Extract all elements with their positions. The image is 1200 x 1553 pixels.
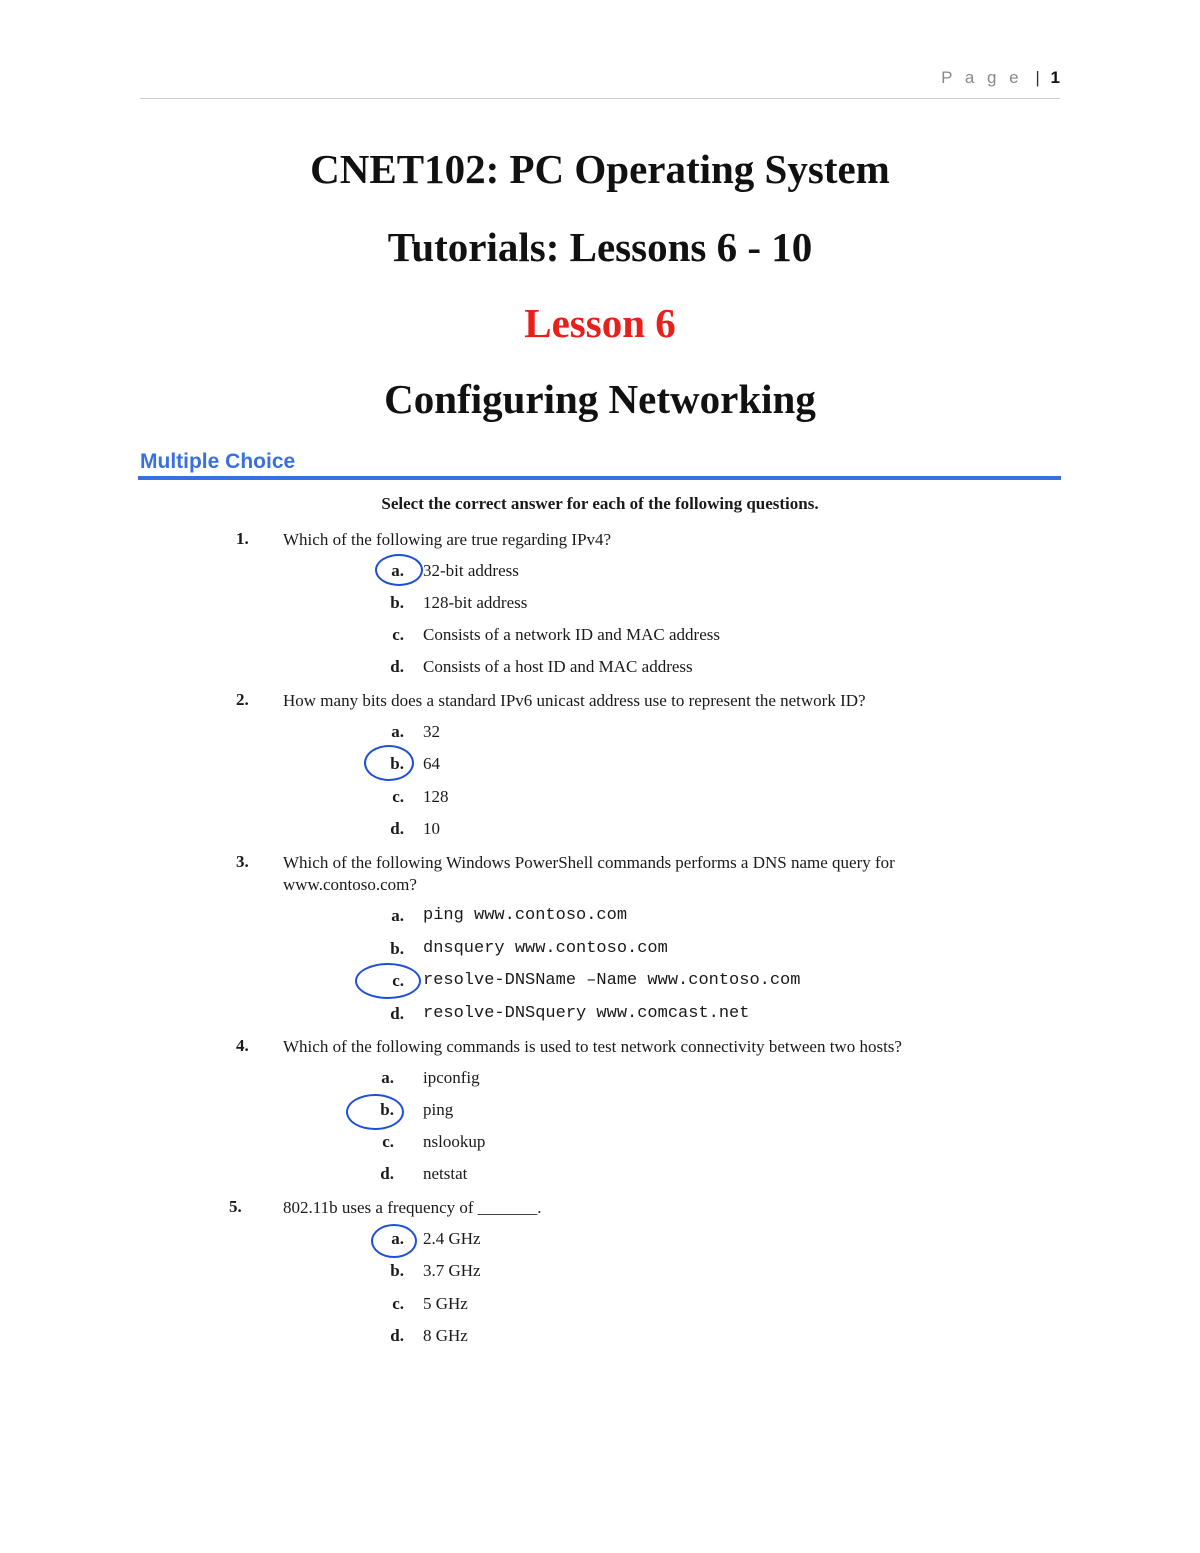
- option-text: Consists of a network ID and MAC address: [423, 625, 720, 644]
- option-letter: d.: [380, 1164, 394, 1183]
- option-letter: c.: [392, 787, 404, 806]
- option-letter: a.: [391, 1229, 404, 1248]
- option-letter: d.: [390, 1326, 404, 1345]
- section-rule: [138, 476, 1061, 480]
- option-text: 32: [423, 722, 440, 741]
- page-header: [140, 68, 1060, 88]
- option-letter: b.: [390, 1261, 404, 1280]
- option-letter: c.: [382, 1132, 394, 1151]
- option-letter: a.: [391, 906, 404, 925]
- option-text: 2.4 GHz: [423, 1229, 481, 1248]
- lesson-title: Lesson 6: [524, 300, 676, 346]
- question-text: Which of the following commands is used to test network connectivity between two hosts?: [283, 1037, 902, 1056]
- option-text: 8 GHz: [423, 1326, 468, 1345]
- option-text: ping www.contoso.com: [423, 906, 628, 925]
- option-letter: c.: [392, 971, 404, 990]
- option-text: 5 GHz: [423, 1294, 468, 1313]
- option-text: dnsquery www.contoso.com: [423, 939, 668, 958]
- option-letter: d.: [390, 819, 404, 838]
- option-text: 32-bit address: [423, 561, 519, 580]
- option-text: 3.7 GHz: [423, 1261, 481, 1280]
- option-letter: b.: [380, 1100, 394, 1119]
- option-letter: b.: [390, 593, 404, 612]
- option-text: resolve-DNSName –Name www.contoso.com: [423, 971, 801, 990]
- option-letter: d.: [390, 1004, 404, 1023]
- option-text: netstat: [423, 1164, 468, 1183]
- page-label: P a g e: [941, 68, 1023, 87]
- page-number: 1: [1050, 68, 1060, 87]
- option-text: 128-bit address: [423, 593, 528, 612]
- question-number: 5.: [229, 1197, 242, 1216]
- option-letter: c.: [392, 1294, 404, 1313]
- header-rule: [140, 98, 1060, 99]
- tutorials-title: Tutorials: Lessons 6 - 10: [387, 224, 813, 270]
- option-text: 10: [423, 819, 440, 838]
- section-heading: Multiple Choice: [140, 450, 296, 473]
- option-letter: a.: [391, 561, 404, 580]
- topic-title: Configuring Networking: [384, 376, 816, 422]
- question-text: Which of the following Windows PowerShell commands performs a DNS name query for www.contoso.com?: [283, 853, 895, 894]
- option-text: Consists of a host ID and MAC address: [423, 657, 693, 676]
- question-text: How many bits does a standard IPv6 unicast address use to represent the network ID?: [283, 691, 866, 710]
- instructions: Select the correct answer for each of the following questions.: [381, 494, 819, 513]
- question-text: Which of the following are true regarding IPv4?: [283, 530, 612, 549]
- option-text: 64: [423, 754, 440, 773]
- option-letter: b.: [390, 754, 404, 773]
- option-letter: a.: [391, 722, 404, 741]
- option-text: 128: [423, 787, 449, 806]
- option-text: ping: [423, 1100, 454, 1119]
- option-letter: b.: [390, 939, 404, 958]
- page-separator: |: [1035, 68, 1040, 87]
- question-number: 1.: [236, 529, 249, 548]
- option-text: nslookup: [423, 1132, 486, 1151]
- option-letter: a.: [381, 1068, 394, 1087]
- question-number: 4.: [236, 1036, 249, 1055]
- option-letter: d.: [390, 657, 404, 676]
- option-letter: c.: [392, 625, 404, 644]
- option-text: ipconfig: [423, 1068, 480, 1087]
- question-number: 2.: [236, 690, 249, 709]
- question-number: 3.: [236, 852, 249, 871]
- course-title: CNET102: PC Operating System: [310, 146, 890, 192]
- question-text: 802.11b uses a frequency of _______.: [283, 1198, 542, 1217]
- option-text: resolve-DNSquery www.comcast.net: [423, 1004, 750, 1023]
